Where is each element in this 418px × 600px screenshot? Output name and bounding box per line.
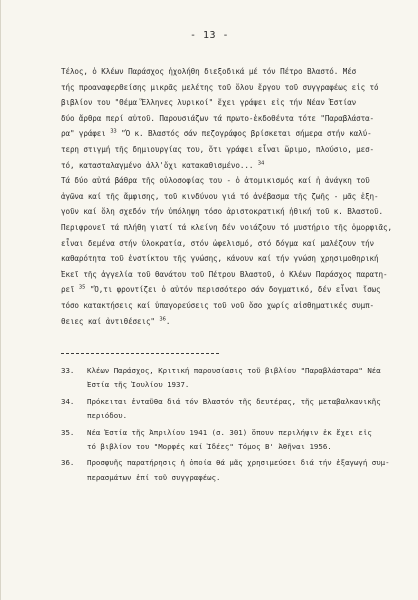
- body-line-19-text: θειες καί ἀντιθέσεις": [61, 316, 155, 326]
- footnote-divider: [61, 353, 219, 354]
- body-text: [61, 64, 399, 329]
- footnote-line: περασμάτων ἐπί τοῦ συγγραφέως.: [87, 472, 221, 482]
- footnote-line: Πρόκειται ἐνταῦθα διά τόν Βλαστόν τῆς δευτέρας, τῆς μεταβαλκανικῆς: [87, 396, 381, 406]
- footnote-ref-33: 33: [110, 128, 117, 135]
- footnote-number: 33.: [61, 366, 75, 375]
- footnote-35: [61, 426, 401, 455]
- body-line-8-text: τό, κατασταλαγμένο ἀλλ'ὄχι κατακαθισμένο...: [61, 160, 254, 170]
- body-line-9: Τά δύο αὐτά βάθρα τῆς οὐλοσοφίας του - ὁ ἀτομικισμός καί ἡ ἀνάγκη τοῦ: [61, 176, 370, 186]
- footnotes: [61, 364, 401, 487]
- body-line-7: τερη στιγμή τῆς δημιουργίας του, ὅτι γράφει εἶναι ὥριμο, πλούσιο, μεσ-: [61, 144, 375, 154]
- body-line-6-text: κ. Βλαστός σάν πεζογράφος βρίσκεται σήμερα στήν καλύ-: [134, 129, 372, 139]
- body-line-19: θειες καί ἀντιθέσεις" $^{36}$.: [61, 315, 171, 326]
- body-line-14: καθαρότητα τοῦ ἐνστίκτου τῆς γνώσης, κάνουν καί τήν γνώση χρησιμοθηρική: [61, 254, 379, 264]
- footnote-33: [61, 364, 401, 393]
- body-line-16-text: ρεῖ: [61, 285, 75, 295]
- body-line-4: δύο ἄρθρα περί αὐτοῦ. Παρουσιάζων τά πρωτο-ἐκδοθέντα τότε "Παραβλάστα-: [61, 113, 375, 123]
- footnote-number: 36.: [61, 458, 75, 468]
- footnote-number: 34.: [61, 396, 75, 406]
- body-line-17-text: "Ὁ,τι φροντίζει ὁ αὐτόν περισσότερο σάν δογματικό, δέν εἶναι ἴσως: [89, 285, 381, 295]
- page-number: - 13 -: [189, 30, 230, 41]
- footnote-line: Νέα Ἑστία τῆς Ἀπριλίου 1941 (σ. 301) ὅπουν περιλήψιν ἐκ ἔχει εἰς: [87, 427, 372, 437]
- body-line-18: τόσο κατακτήσεις καί ὑπαγορεύσεις τοῦ νοῦ ὅσο χωρίς αἰσθηματικές συμπ-: [61, 300, 375, 310]
- body-line-2: τής προαναφερθείσης μικρᾶς μελέτης τοῦ ὅλου ἔργου τοῦ συγγραφέως εἰς τό: [61, 82, 379, 92]
- body-line-10: ἀγῶνα καί τῆς ἄμφισης, τοῦ κινδύνου γιά τό ἀνέβασμα τῆς ζωῆς - μᾶς ἐξη-: [61, 191, 379, 201]
- footnote-number: 35.: [61, 427, 75, 437]
- footnote-36: [61, 456, 401, 485]
- body-line-12: Περιφρονεῖ τά πλήθη γιατί τά κλείνη δέν νοιάζουν τό μυστήριο τῆς ὀμορφιᾶς,: [61, 222, 392, 232]
- footnote-line: Ἑστία τῆς Ἰουλίου 1937.: [87, 380, 190, 390]
- footnote-ref-36: 36: [159, 315, 166, 322]
- body-line-8: [61, 158, 399, 174]
- body-line-11: γοῦν καί ὅλη σχεδόν τήν ὑπόληψη τόσο ἀριστοκρατική ἠθική τοῦ κ. Βλαστοῦ.: [61, 207, 383, 217]
- footnote-line: τό βιβλίον του "Μορφές καί Ἰδέες" Τόμος Β' Ἀθῆναι 1956.: [87, 442, 332, 452]
- body-line-3: βιβλίον του "Θέμα Ἕλληνες λυρικοί" ἔχει γράψει εἰς τήν Νέαν Ἑστίαν: [61, 98, 357, 108]
- footnote-ref-35: 35: [78, 284, 86, 291]
- body-line-16: [61, 282, 399, 298]
- body-line-5: ρα" γράφει $^{33}$ "Ὁ κ. Βλαστός σάν πεζογράφος βρίσκεται σήμερα στήν καλύ-: [61, 128, 372, 139]
- footnote-34: [61, 395, 401, 424]
- body-line-13: εἶναι δεμένα στήν ὑλοκρατία, στόν ὠφελισμό, στό δόγμα καί μαλέζουν τήν: [61, 238, 375, 248]
- footnote-line: Προσφυῆς παρατήρησις ἡ ὁποία θά μᾶς χρησιμεύσει διά τήν ἐξαγωγή συμ-: [87, 458, 390, 468]
- body-line-15: Ἐκεῖ τῆς ἀγγελία τοῦ θανάτου τοῦ Πέτρου Βλαστοῦ, ὁ Κλέων Παράσχος παρατη-: [61, 269, 388, 279]
- body-line-1: Τέλος, ὁ Κλέων Παράσχος ἠχολήθη διεξοδικά μέ τόν Πέτρο Βλαστό. Μέσ: [61, 67, 357, 76]
- footnote-line: περιόδου.: [87, 411, 128, 421]
- footnote-ref-34: 34: [257, 160, 265, 167]
- body-line-5-text: ρα" γράφει: [61, 129, 106, 139]
- footnote-line: Κλέων Παράσχος, Κριτική παρουσίασις τοῦ βιβλίου "Παραβλάσταρα" Νέα: [87, 366, 381, 375]
